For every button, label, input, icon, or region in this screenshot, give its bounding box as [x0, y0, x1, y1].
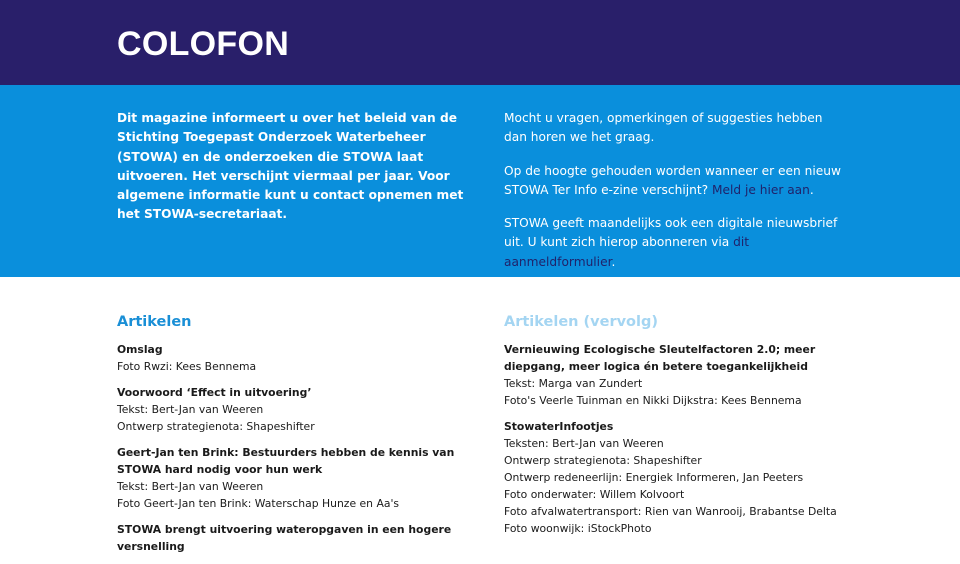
- credit-entry-title: Voorwoord ‘Effect in uitvoering’: [117, 386, 312, 399]
- credit-line: Foto's Veerle Tuinman en Nikki Dijkstra: Kees Bennema: [504, 394, 802, 407]
- feedback-paragraph: Mocht u vragen, opmerkingen of suggesties hebben dan horen we het graag.: [504, 111, 823, 145]
- credit-entry-title: StowaterInfootjes: [504, 420, 614, 433]
- articles-continued-column: [504, 312, 864, 546]
- credit-line: Teksten: Bert-Jan van Weeren: [504, 437, 664, 450]
- subscribe-ezine-link[interactable]: Meld je hier aan: [711, 182, 810, 197]
- credit-line: Tekst: Marga van Zundert: [504, 377, 643, 390]
- credit-entry-title: Geert-Jan ten Brink: Bestuurders hebben de kennis van STOWA hard nodig voor hun werk: [117, 446, 455, 476]
- intro-description: Dit magazine informeert u over het beleid van de Stichting Toegepast Onderzoek Waterbeheer (STOWA) en de onderzoeken die STOWA laat uitvoeren. Het verschijnt viermaal per jaar. Voor algemene informatie kunt u contact opnemen met het STOWA-secretariaat.: [117, 111, 464, 222]
- credit-entry: [117, 384, 477, 435]
- intro-banner: [0, 85, 960, 277]
- credit-entry: [117, 444, 477, 512]
- credit-line: Ontwerp redeneerlijn: Energiek Informeren, Jan Peeters: [504, 471, 804, 484]
- credit-line: Tekst: Bert-Jan van Weeren: [117, 403, 264, 416]
- credit-entry-title: STOWA brengt uitvoering wateropgaven in een hogere versnelling: [117, 523, 452, 553]
- subscribe-ezine-paragraph: Op de hoogte gehouden worden wanneer er een nieuw STOWA Ter Info e-zine verschijnt? Meld je hier aan.: [504, 163, 841, 197]
- credit-entry: [117, 341, 477, 375]
- credit-line: Foto woonwijk: iStockPhoto: [504, 522, 652, 535]
- articles-continued-heading: Artikelen (vervolg): [504, 314, 658, 330]
- credit-line: Foto Rwzi: Kees Bennema: [117, 360, 257, 373]
- articles-column: [117, 312, 477, 564]
- articles-heading: Artikelen: [117, 314, 192, 330]
- credit-entry: [504, 341, 864, 409]
- credit-line: Foto afvalwatertransport: Rien van Wanrooij, Brabantse Delta: [504, 505, 837, 518]
- header-banner: [0, 0, 960, 85]
- intro-contact: [504, 109, 844, 286]
- credit-entry: [117, 521, 477, 555]
- credit-entry-title: Vernieuwing Ecologische Sleutelfactoren 2.0; meer diepgang, meer logica én betere toegankelijkheid: [504, 343, 816, 373]
- credit-line: Ontwerp strategienota: Shapeshifter: [504, 454, 702, 467]
- credit-line: Foto Geert-Jan ten Brink: Waterschap Hunze en Aa's: [117, 497, 400, 510]
- credit-entry: [504, 418, 864, 537]
- credit-line: Tekst: Bert-Jan van Weeren: [117, 480, 264, 493]
- credit-line: Ontwerp strategienota: Shapeshifter: [117, 420, 315, 433]
- page-title: COLOFON: [117, 25, 290, 63]
- newsletter-signup-link[interactable]: dit aanmeldformulier: [504, 235, 750, 269]
- credit-entry-title: Omslag: [117, 343, 163, 356]
- newsletter-paragraph: STOWA geeft maandelijks ook een digitale nieuwsbrief uit. U kunt zich hierop abonneren via dit aanmeldformulier.: [504, 216, 838, 269]
- credit-line: Foto onderwater: Willem Kolvoort: [504, 488, 685, 501]
